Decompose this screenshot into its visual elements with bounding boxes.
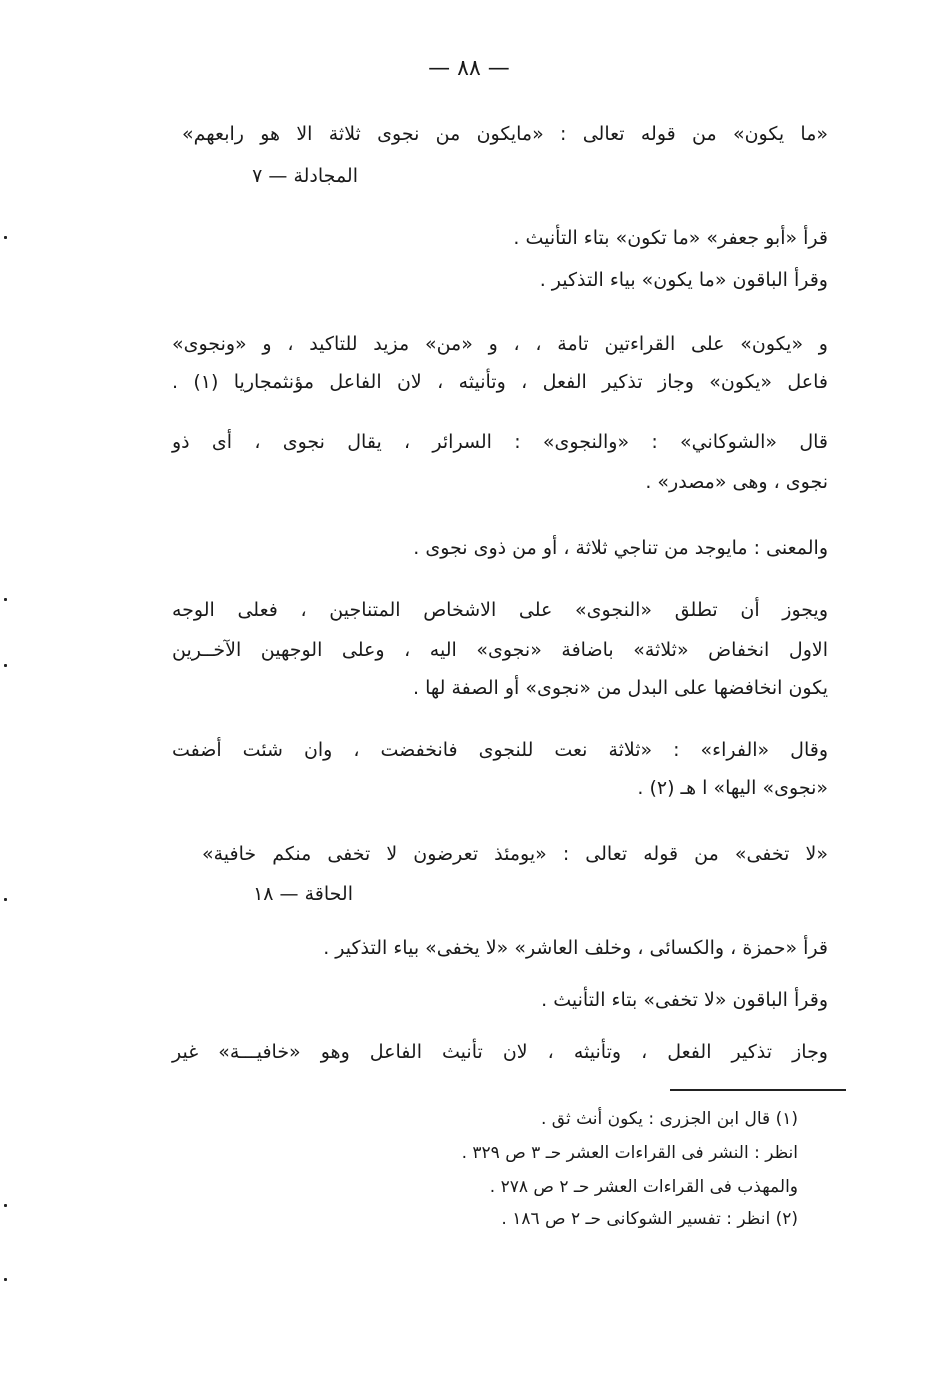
footnote-line: (١) قال ابن الجزرى : يكون أنث ثق . — [540, 1109, 798, 1129]
scan-speck — [4, 236, 7, 239]
body-line: والمعنى : مايوجد من تناجي ثلاثة ، أو من ذوى نجوى . — [413, 537, 828, 559]
body-line: الاول انخفاض «ثلاثة» باضافة «نجوى» اليه ، وعلى الوجهين الآخــرين — [172, 639, 828, 661]
scan-speck — [4, 1278, 7, 1281]
body-line: وقال «الفراء» : «ثلاثة نعت للنجوى فانخفضت ، وان شئت أضفت — [172, 739, 828, 761]
body-line: وقرأ الباقون «لا تخفى» بتاء التأنيث . — [541, 989, 828, 1011]
scan-speck — [4, 598, 7, 601]
footnote-line: (٢) انظر : تفسير الشوكانى حـ ٢ ص ١٨٦ . — [501, 1209, 798, 1229]
footnote-line: انظر : النشر فى القراءات العشر حـ ٣ ص ٣٢٩ . — [461, 1143, 798, 1163]
body-line: «لا تخفى» من قوله تعالى : «يومئذ تعرضون لا تخفى منكم خافية» — [202, 843, 828, 865]
footnote-divider — [670, 1089, 846, 1091]
body-line: وقرأ الباقون «ما يكون» بياء التذكير . — [539, 269, 828, 291]
body-line: نجوى ، وهى «مصدر» . — [645, 471, 828, 493]
body-line: «ما يكون» من قوله تعالى : «مايكون من نجوى ثلاثة الا هو رابعهم» — [182, 123, 828, 145]
scan-speck — [4, 1204, 7, 1207]
body-line: قرأ «حمزة ، والكسائى ، وخلف العاشر» «لا يخفى» بياء التذكير . — [323, 937, 828, 959]
body-line: يكون انخافضها على البدل من «نجوى» أو الصفة لها . — [413, 677, 828, 699]
page-number: — ٨٨ — — [428, 56, 510, 81]
body-line: قرأ «أبو جعفر» «ما تكون» بتاء التأنيث . — [513, 227, 828, 249]
body-line: وجاز تذكير الفعل ، وتأنيثه ، لان تأنيث الفاعل وهو «خافيـــة» غير — [172, 1041, 828, 1063]
verse-reference: الحاقة — ١٨ — [253, 883, 353, 905]
body-line: «نجوى» اليها» ا هـ (٢) . — [637, 777, 828, 799]
verse-reference: المجادلة — ٧ — [252, 165, 358, 187]
body-line: و «يكون» على القراءتين تامة ، ، و «من» مزيد للتاكيد ، و «ونجوى» — [172, 333, 828, 355]
scan-speck — [4, 898, 7, 901]
body-line: ويجوز أن تطلق «النجوى» على الاشخاص المتناجين ، فعلى الوجه — [172, 599, 828, 621]
body-line: فاعل «يكون» وجاز تذكير الفعل ، وتأنيثه ، لان الفاعل مؤنثمجاريا (١) . — [172, 371, 828, 393]
scan-speck — [4, 664, 7, 667]
body-line: قال «الشوكاني» : «والنجوى» : السرائر ، يقال نجوى ، أى ذو — [172, 431, 828, 453]
footnote-line: والمهذب فى القراءات العشر حـ ٢ ص ٢٧٨ . — [489, 1177, 798, 1197]
